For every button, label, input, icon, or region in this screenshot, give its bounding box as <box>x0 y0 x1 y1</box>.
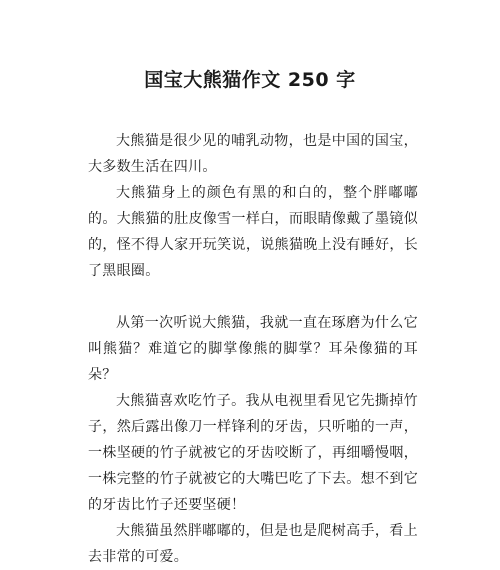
paragraph-intro: 大熊猫是很少见的哺乳动物，也是中国的国宝，大多数生活在四川。 <box>88 133 418 175</box>
paragraph-eating: 大熊猫喜欢吃竹子。我从电视里看见它先撕掉竹子，然后露出像刀一样锋利的牙齿，只听啪的一声，一株坚硬的竹子就被它的牙齿咬断了，再细嚼慢咽，一株完整的竹子就被它的大嘴巴吃了下去。想不到它的牙齿比竹子还要坚硬！ <box>88 393 418 513</box>
paragraph-spacer <box>88 284 418 310</box>
paragraph-climbing: 大熊猫虽然胖嘟嘟的，但是也是爬树高手，看上去非常的可爱。 <box>88 523 418 565</box>
paragraph-appearance: 大熊猫身上的颜色有黑的和白的，整个胖嘟嘟的。大熊猫的肚皮像雪一样白，而眼睛像戴了墨镜似的，怪不得人家开玩笑说，说熊猫晚上没有睡好，长了黑眼圈。 <box>88 185 418 279</box>
paragraph-name-question: 从第一次听说大熊猫，我就一直在琢磨为什么它叫熊猫？难道它的脚掌像熊的脚掌？耳朵像猫的耳朵？ <box>88 315 418 383</box>
document-body <box>88 128 418 570</box>
document-title: 国宝大熊猫作文 250 字 <box>144 69 356 91</box>
